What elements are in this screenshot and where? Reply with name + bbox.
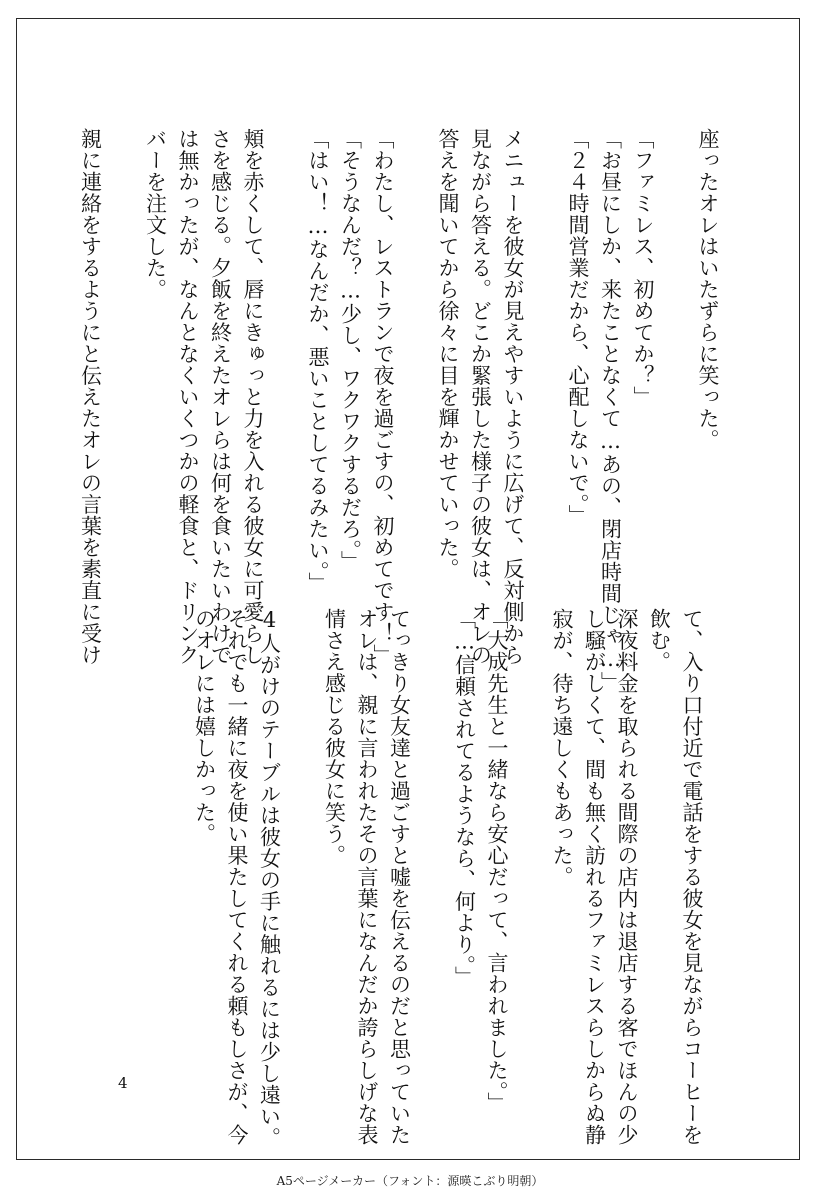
text-line: 飲む。 — [647, 608, 672, 673]
paragraph-gap — [269, 128, 302, 568]
text-line: 深夜料金を取られる間際の店内は退店する客でほんの少 — [615, 608, 639, 1146]
text-line: オレは、親に言われたその言葉になんだか誇らしげな表 — [355, 608, 379, 1146]
text-line: 頬を赤くして、唇にきゅっと力を入れる彼女に可愛らし — [241, 128, 265, 666]
text-line: 「ファミレス、初めてか？」 — [631, 128, 655, 408]
text-line: 答えを聞いてから徐々に目を輝かせていった。 — [436, 128, 460, 580]
text-line: し騒がしくて、間も無く訪れるファミレスらしからぬ静 — [582, 608, 607, 1146]
paragraph-gap — [399, 128, 432, 568]
text-line: 見ながら答える。どこか緊張した様子の彼女は、オレの — [468, 128, 493, 666]
text-line: 「わたし、レストランで夜を過ごすの、初めてです！」 — [371, 128, 395, 666]
text-line: 「…信頼されてるようなら、何より。」 — [452, 608, 477, 988]
text-line: てっきり女友達と過ごすと嘘を伝えるのだと思っていた — [387, 608, 412, 1146]
text-line: 「お昼にしか、来たことなくて…あの、閉店時間じゃ…」 — [598, 128, 623, 693]
text-line: それでも一緒に夜を使い果たしてくれる頼もしさが、今 — [225, 608, 249, 1146]
text-line: メニューを彼女が見えやすいように広げて、反対側から — [501, 128, 525, 666]
paragraph-gap — [286, 608, 319, 1048]
text-line: 「そうなんだ？…少し、ワクワクするだろ。」 — [338, 128, 363, 572]
text-line: 寂が、待ち遠しくもあった。 — [550, 608, 574, 888]
paragraph-gap — [659, 128, 692, 568]
text-line: 親に連絡をするようにと伝えたオレの言葉を素直に受け — [78, 128, 103, 666]
body-text-bottom — [188, 608, 708, 1149]
paragraph-gap — [529, 128, 562, 568]
text-line: のオレには嬉しかった。 — [192, 608, 217, 845]
text-line: は無かったが、なんとなくいくつかの軽食と、ドリンク — [176, 128, 200, 666]
page-number: 4 — [118, 1074, 128, 1092]
text-line: 座ったオレはいたずらに笑った。 — [696, 128, 720, 451]
paragraph-gap — [107, 128, 140, 568]
paragraph-gap — [416, 608, 449, 1048]
text-line: 情さえ感じる彼女に笑う。 — [322, 608, 347, 866]
text-line: 「はい！…なんだか、悪いことしてるみたい。」 — [306, 128, 330, 594]
paragraph-gap — [513, 608, 546, 1048]
text-line: 「大成先生と一緒なら安心だって、言われました。」 — [485, 608, 509, 1114]
text-line: 「２４時間営業だから、心配しないで。」 — [566, 128, 590, 526]
text-line: て、入り口付近で電話をする彼女を見ながらコーヒーを — [680, 608, 704, 1146]
text-line: 4人がけのテーブルは彼女の手に触れるには少し遠い。 — [257, 608, 282, 1149]
text-line: さを感じる。夕飯を終えたオレらは何を食いたいわけで — [208, 128, 233, 666]
text-line: バーを注文した。 — [143, 128, 168, 300]
footer-caption: A5ページメーカー（フォント：源暎こぶり明朝） — [276, 1174, 544, 1188]
